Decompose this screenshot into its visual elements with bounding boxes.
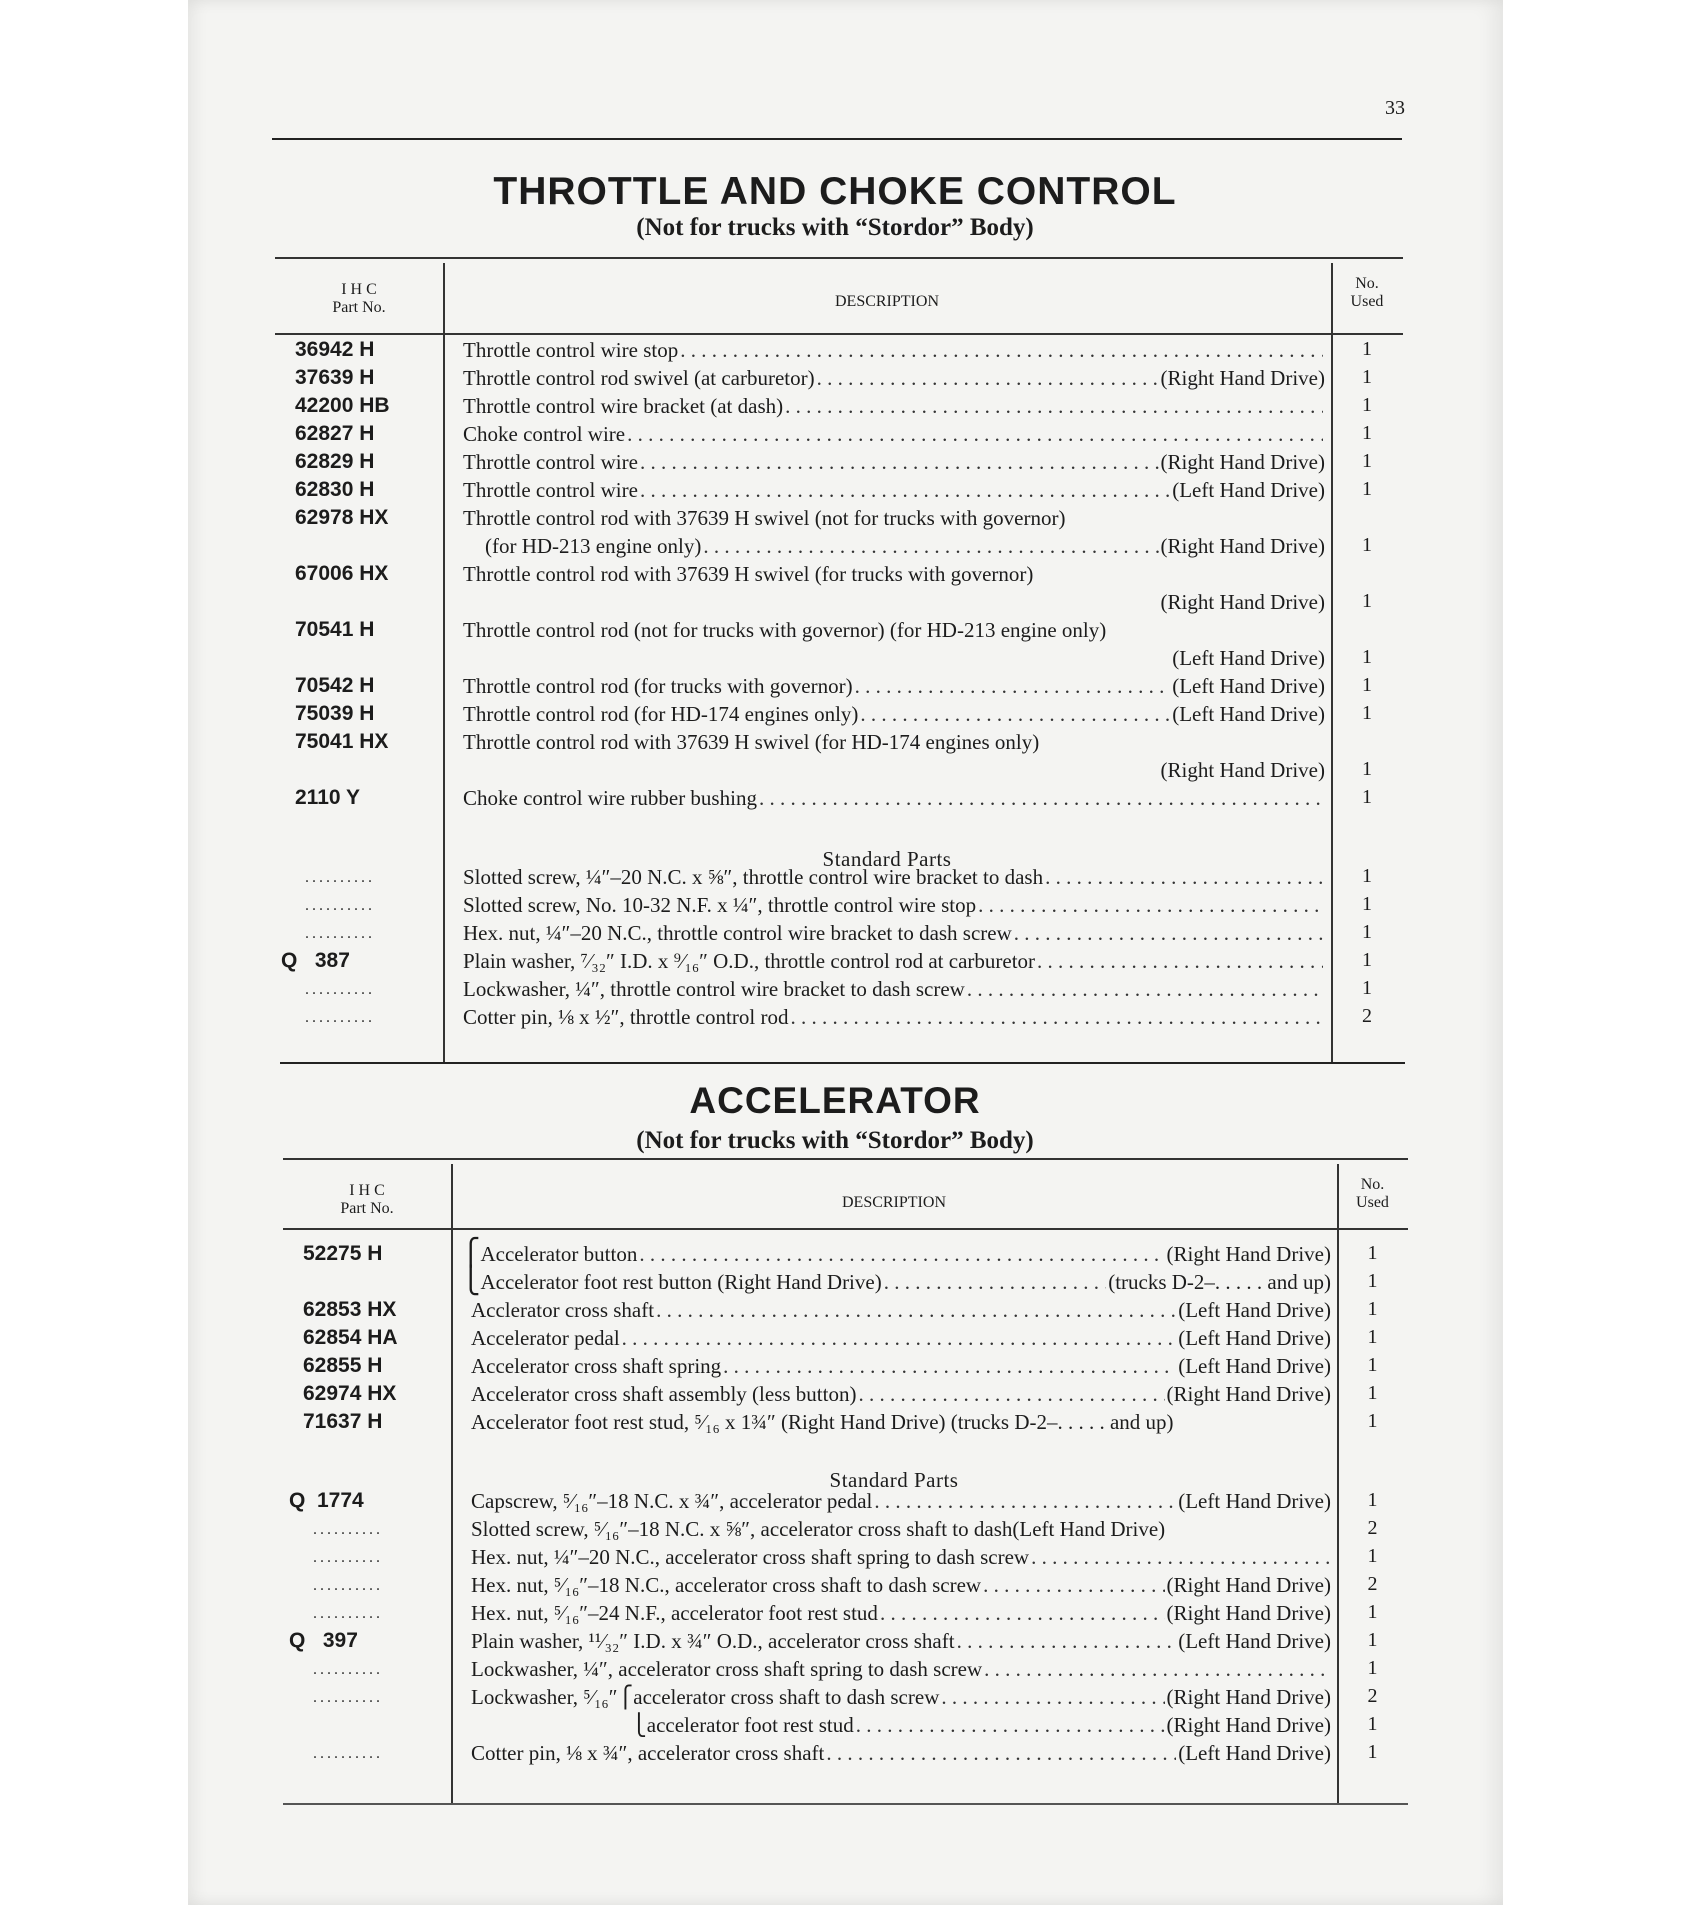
part-number-blank: .......... [305,869,375,886]
leader-dots [703,534,1158,559]
table-row [275,588,1403,616]
description-text: Throttle control wire stop [463,338,679,362]
section-title-throttle: THROTTLE AND CHOKE CONTROL [493,170,1177,213]
table-row [275,975,1403,1003]
part-description [471,1489,1331,1514]
table-row [275,644,1403,672]
leader-dots [785,394,1323,419]
leader-dots [759,786,1323,811]
quantity-used: 1 [1367,1298,1378,1320]
leader-dots [1031,1545,1329,1570]
part-description [463,786,1325,811]
table-row [275,947,1403,975]
quantity-used: 1 [1362,394,1372,416]
leader-dots [874,1489,1176,1514]
leader-dots [1045,865,1323,890]
description-text: Hex. nut, ⁵⁄₁₆″–24 N.F., accelerator foot rest stud [471,1601,878,1625]
table-row [283,1543,1408,1571]
quantity-used: 1 [1362,865,1372,887]
table-row [275,784,1403,812]
leader-dots [826,1741,1176,1766]
header-part-no: I H C Part No. [332,281,386,316]
description-text: Plain washer, ¹¹⁄₃₂″ I.D. x ¾″ O.D., accelerator cross shaft [471,1629,955,1653]
table-row [275,448,1403,476]
drive-side: (Right Hand Drive) [1166,1685,1331,1709]
part-description [471,1545,1331,1570]
part-number: 37639 H [295,366,375,389]
quantity-used: 1 [1367,1410,1378,1432]
part-number-blank: .......... [305,1009,375,1026]
description-text: Slotted screw, ⁵⁄₁₆″–18 N.C. x ⅝″, accelerator cross shaft to dash(Left Hand Drive) [471,1517,1166,1541]
part-number: 62974 HX [303,1382,397,1405]
leader-dots [856,1713,1165,1738]
leader-dots [978,893,1323,918]
quantity-used: 2 [1362,1005,1372,1027]
part-number-blank: .......... [313,1661,383,1678]
description-text: Accelerator cross shaft spring [471,1354,722,1378]
drive-side: (Right Hand Drive) [1160,366,1325,390]
description-text: Throttle control wire [463,478,638,502]
table-row [283,1380,1408,1408]
drive-side: (Left Hand Drive) [1178,1326,1331,1350]
table-row [283,1268,1408,1296]
table-row [283,1683,1408,1711]
part-number: 75039 H [295,702,375,725]
part-number: 42200 HB [295,394,390,417]
part-number: 70541 H [295,618,375,641]
part-number: 62854 HA [303,1326,398,1349]
description-text: Lockwasher, ¼″, throttle control wire bracket to dash screw [463,977,965,1001]
part-number: 70542 H [295,674,375,697]
part-number-blank: .......... [305,981,375,998]
quantity-used: 1 [1362,450,1372,472]
part-number: 52275 H [303,1242,383,1265]
leader-dots [723,1354,1176,1379]
leader-dots [790,1005,1323,1030]
table-row [283,1599,1408,1627]
standard-parts-label: Standard Parts [822,847,952,871]
table-row [275,336,1403,364]
drive-side: (Left Hand Drive) [1178,1489,1331,1513]
table-row [283,1711,1408,1739]
part-description [471,1629,1331,1654]
part-number: 62830 H [295,478,375,501]
drive-side: (Left Hand Drive) [1178,1298,1331,1322]
section-subtitle-accelerator: (Not for trucks with “Stordor” Body) [636,1127,1034,1154]
parts-table-throttle [275,257,1403,1063]
quantity-used: 2 [1367,1685,1378,1707]
description-text: Throttle control rod (not for trucks with governor) (for HD-213 engine only) [463,618,1107,642]
parts-table-accelerator [283,1158,1408,1804]
part-number-blank: .......... [313,1549,383,1566]
part-number: 62855 H [303,1354,383,1377]
quantity-used: 1 [1367,1713,1378,1735]
table-top-rule [283,1158,1408,1160]
drive-side: (Right Hand Drive) [1160,534,1325,558]
section-rule [280,1062,1405,1064]
quantity-used: 1 [1362,590,1372,612]
table-row [275,616,1403,644]
leader-dots [680,338,1323,363]
part-description [463,506,1325,531]
quantity-used: 1 [1367,1382,1378,1404]
description-text: Throttle control rod with 37639 H swivel (for trucks with governor) [463,562,1034,586]
quantity-used: 2 [1367,1517,1378,1539]
leader-dots [957,1629,1177,1654]
part-description [461,1238,1331,1267]
part-description [463,865,1325,890]
part-description [463,366,1325,391]
drive-side: (Left Hand Drive) [1178,1354,1331,1378]
table-row [275,1003,1403,1031]
part-description [471,1410,1331,1435]
table-row [275,756,1403,784]
drive-side: (Left Hand Drive) [1172,674,1325,698]
part-description [463,977,1325,1002]
part-number: 71637 H [303,1410,383,1433]
table-row [283,1571,1408,1599]
quantity-used: 1 [1367,1629,1378,1651]
quantity-used: 1 [1367,1545,1378,1567]
part-number-blank: .......... [313,1689,383,1706]
drive-side: (trucks D-2–. . . . . and up) [1108,1270,1331,1294]
table-row [283,1515,1408,1543]
description-text: Accelerator pedal [471,1326,620,1350]
quantity-used: 1 [1362,646,1372,668]
table-row [275,728,1403,756]
description-text: (for HD-213 engine only) [485,534,702,558]
leader-dots [983,1573,1164,1598]
description-text: Acclerator cross shaft [471,1298,655,1322]
drive-side: (Right Hand Drive) [1166,1601,1331,1625]
table-row [283,1324,1408,1352]
part-number: 2110 Y [295,786,361,809]
description-text: Slotted screw, ¼″–20 N.C. x ⅝″, throttle control wire bracket to dash [463,865,1044,889]
part-number-blank: .......... [313,1577,383,1594]
header-description: DESCRIPTION [841,1194,946,1211]
part-number: 62853 HX [303,1298,397,1321]
part-description [463,674,1325,699]
table-row [275,891,1403,919]
drive-side: (Right Hand Drive) [1160,758,1325,782]
quantity-used: 1 [1362,758,1372,780]
table-row [283,1487,1408,1515]
description-text: Throttle control rod with 37639 H swivel (not for trucks with governor) [463,506,1066,530]
table-row [275,504,1403,532]
leader-dots [855,674,1171,699]
description-text: Hex. nut, ⁵⁄₁₆″–18 N.C., accelerator cross shaft to dash screw [471,1573,982,1597]
table-row [283,1352,1408,1380]
quantity-used: 1 [1367,1601,1378,1623]
drive-side: (Right Hand Drive) [1166,1713,1331,1737]
quantity-used: 1 [1367,1489,1378,1511]
section-subtitle-throttle: (Not for trucks with “Stordor” Body) [636,214,1034,241]
part-description [463,949,1325,974]
table-row [275,392,1403,420]
description-text: Throttle control wire bracket (at dash) [463,394,784,418]
drive-side: (Right Hand Drive) [1160,590,1325,614]
part-description [471,1685,1331,1710]
table-row [275,863,1403,891]
part-description [463,450,1325,475]
drive-side: (Left Hand Drive) [1172,478,1325,502]
description-text: Accelerator foot rest stud, ⁵⁄₁₆ x 1¾″ (Right Hand Drive) (trucks D-2–. . . . . and up) [471,1410,1174,1434]
drive-side: (Left Hand Drive) [1178,1741,1331,1765]
header-part-no: I H C Part No. [340,1182,394,1217]
drive-side: (Right Hand Drive) [1166,1382,1331,1406]
table-row [275,532,1403,560]
part-description [463,422,1325,447]
part-number-blank: .......... [313,1521,383,1538]
quantity-used: 1 [1362,338,1372,360]
part-description [471,1657,1331,1682]
part-description [463,478,1325,503]
description-text: Accelerator foot rest button (Right Hand Drive) [480,1270,882,1294]
quantity-used: 1 [1367,1326,1378,1348]
leader-dots [627,422,1323,447]
part-description [471,1382,1331,1407]
table-row [283,1655,1408,1683]
drive-side: (Right Hand Drive) [1166,1242,1331,1266]
quantity-used: 1 [1362,702,1372,724]
part-number: Q 1774 [289,1489,364,1512]
leader-dots [967,977,1323,1002]
leader-dots [860,702,1170,727]
leader-dots [640,450,1159,475]
description-text: Accelerator button [480,1242,638,1266]
standard-parts-label: Standard Parts [829,1468,959,1492]
part-description [463,562,1325,587]
part-description [463,702,1325,727]
part-description [463,394,1325,419]
part-description [471,1741,1331,1766]
quantity-used: 1 [1367,1242,1378,1264]
quantity-used: 1 [1362,977,1372,999]
part-number-blank: .......... [313,1745,383,1762]
description-text: Throttle control rod with 37639 H swivel (for HD-174 engines only) [463,730,1040,754]
drive-side: (Right Hand Drive) [1160,450,1325,474]
leader-dots [880,1601,1165,1626]
part-number-blank: .......... [305,925,375,942]
quantity-used: 1 [1362,786,1372,808]
part-description [463,1005,1325,1030]
quantity-used: 1 [1362,366,1372,388]
quantity-used: 1 [1362,921,1372,943]
description-text: Accelerator cross shaft assembly (less button) [471,1382,857,1406]
quantity-used: 1 [1367,1657,1378,1679]
part-description [471,1298,1331,1323]
brace-mark: ⎩ [461,1266,481,1295]
leader-dots [858,1382,1164,1407]
description-text: Hex. nut, ¼″–20 N.C., throttle control wire bracket to dash screw [463,921,1012,945]
description-text: Hex. nut, ¼″–20 N.C., accelerator cross shaft spring to dash screw [471,1545,1030,1569]
table-row [275,364,1403,392]
part-description [471,1326,1331,1351]
description-text: Plain washer, ⁷⁄₃₂″ I.D. x ⁹⁄₁₆″ O.D., throttle control rod at carburetor [463,949,1036,973]
description-text: Throttle control rod swivel (at carburetor) [463,366,815,390]
part-number: 67006 HX [295,562,389,585]
description-text: Choke control wire rubber bushing [463,786,757,810]
part-description [463,618,1325,643]
part-description [631,1713,1331,1738]
table-row [275,919,1403,947]
page-number: 33 [1385,97,1405,119]
description-text: Throttle control rod (for HD-174 engines only) [463,702,859,726]
leader-dots [639,1242,1164,1267]
quantity-used: 1 [1362,422,1372,444]
leader-dots [622,1326,1177,1351]
part-number: 62827 H [295,422,375,445]
table-top-rule [275,257,1403,259]
description-text: Choke control wire [463,422,626,446]
drive-side: (Left Hand Drive) [1172,646,1325,670]
quantity-used: 1 [1362,949,1372,971]
leader-dots [984,1657,1329,1682]
table-row [283,1408,1408,1436]
part-description [471,1354,1331,1379]
drive-side: (Left Hand Drive) [1172,702,1325,726]
quantity-used: 1 [1367,1354,1378,1376]
part-description [471,1601,1331,1626]
quantity-used: 1 [1362,478,1372,500]
drive-side: (Right Hand Drive) [1166,1573,1331,1597]
quantity-used: 1 [1362,893,1372,915]
part-description [461,1266,1331,1295]
part-description [471,1573,1331,1598]
table-row [283,1240,1408,1268]
description-text: Cotter pin, ⅛ x ¾″, accelerator cross shaft [471,1741,825,1765]
header-no-used: No. Used [1356,1176,1389,1211]
part-description [463,730,1325,755]
leader-dots [1037,949,1323,974]
leader-dots [817,366,1159,391]
table-row [283,1739,1408,1767]
quantity-used: 1 [1367,1270,1378,1292]
leader-dots [941,1685,1164,1710]
description-text: Cotter pin, ⅛ x ½″, throttle control rod [463,1005,789,1029]
header-no-used: No. Used [1350,275,1384,310]
part-description [463,893,1325,918]
quantity-used: 1 [1362,674,1372,696]
leader-dots [884,1270,1106,1295]
part-description [463,590,1325,615]
description-text: Capscrew, ⁵⁄₁₆″–18 N.C. x ¾″, accelerator pedal [471,1489,873,1513]
table-row [275,420,1403,448]
part-number: 62978 HX [295,506,389,529]
quantity-used: 1 [1362,534,1372,556]
table-row [275,700,1403,728]
leader-dots [656,1298,1176,1323]
part-number: 62829 H [295,450,375,473]
drive-side: (Left Hand Drive) [1178,1629,1331,1653]
table-row [283,1627,1408,1655]
part-number: 36942 H [295,338,375,361]
part-number: 75041 HX [295,730,389,753]
quantity-used: 1 [1367,1741,1378,1763]
top-rule [272,138,1402,140]
section-title-accelerator: ACCELERATOR [689,1080,981,1121]
description-text: Slotted screw, No. 10-32 N.F. x ¼″, throttle control wire stop [463,893,977,917]
description-text: Lockwasher, ¼″, accelerator cross shaft spring to dash screw [471,1657,983,1681]
quantity-used: 2 [1367,1573,1378,1595]
part-number-blank: .......... [305,897,375,914]
leader-dots [1014,921,1323,946]
part-number: Q 397 [289,1629,358,1652]
bottom-rule [283,1803,1408,1805]
part-description [463,758,1325,783]
description-text: Throttle control wire [463,450,638,474]
part-description [463,338,1325,363]
brace-mark: ⎧ [461,1238,481,1267]
part-description [471,1517,1331,1542]
part-description [463,646,1325,671]
table-row [283,1296,1408,1324]
description-text: ⎩accelerator foot rest stud [631,1713,854,1737]
table-row [275,476,1403,504]
description-text: Lockwasher, ⁵⁄₁₆″⎧accelerator cross shaft to dash screw [471,1685,940,1709]
table-row [275,672,1403,700]
part-description [485,534,1325,559]
leader-dots [640,478,1170,503]
table-row [275,560,1403,588]
part-description [463,921,1325,946]
description-text: Throttle control rod (for trucks with governor) [463,674,853,698]
header-description: DESCRIPTION [834,293,939,310]
part-number: Q 387 [281,949,350,972]
part-number-blank: .......... [313,1605,383,1622]
